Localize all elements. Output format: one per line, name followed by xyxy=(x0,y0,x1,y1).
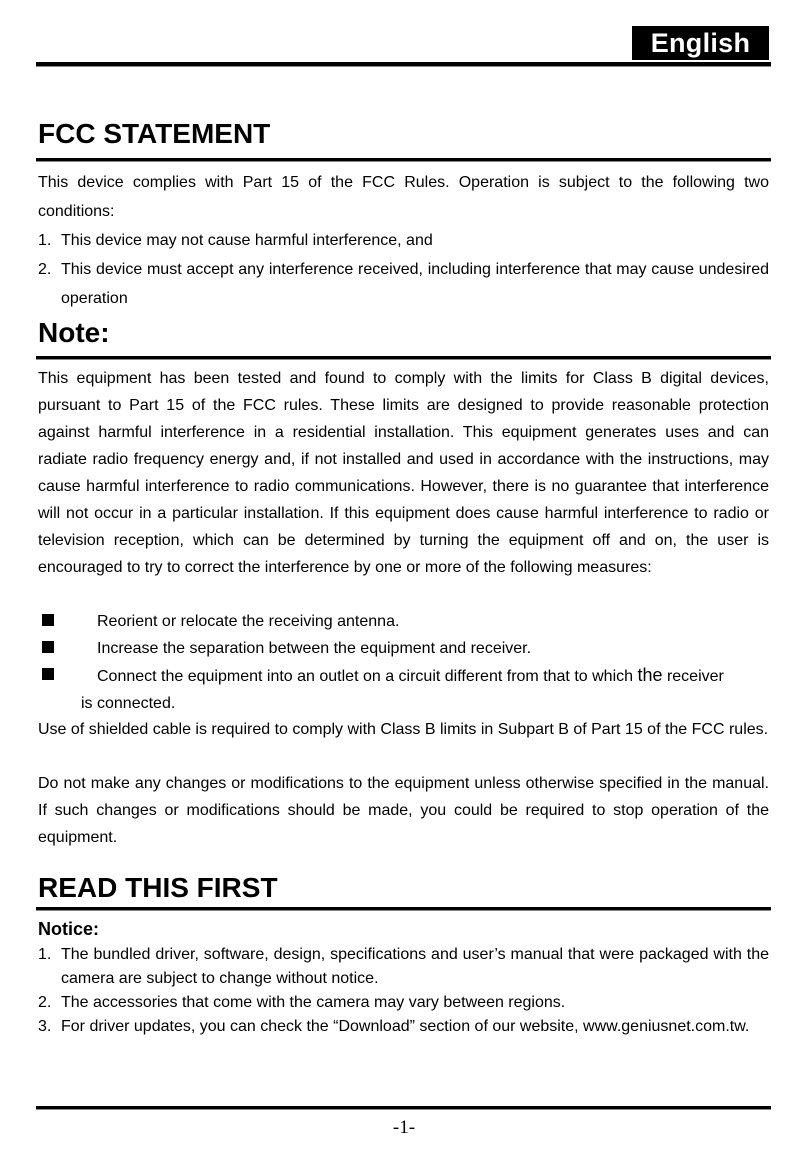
list-item xyxy=(38,991,769,1015)
square-bullet-icon xyxy=(42,668,54,680)
list-item xyxy=(38,255,769,313)
list-text: The bundled driver, software, design, specifications and user’s manual that were packaged with the camera are subject to change without notice. xyxy=(61,946,769,987)
note-heading-rule xyxy=(36,356,771,360)
measure-text-part: Connect the equipment into an outlet on a circuit different from that to which xyxy=(97,668,638,685)
header-divider xyxy=(36,62,771,67)
list-item xyxy=(38,635,769,662)
list-text: This device must accept any interference received, including interference that may cause undesired operation xyxy=(61,261,769,307)
list-item xyxy=(38,1015,769,1039)
list-item xyxy=(38,608,769,635)
list-item xyxy=(38,226,769,255)
list-item xyxy=(38,943,769,991)
list-text: The accessories that come with the camera may vary between regions. xyxy=(61,994,566,1011)
language-badge: English xyxy=(632,26,769,60)
fcc-intro: This device complies with Part 15 of the FCC Rules. Operation is subject to the following two conditions: xyxy=(38,174,769,220)
read-first-heading-rule xyxy=(36,907,771,911)
shielded-cable-note: Use of shielded cable is required to comply with Class B limits in Subpart B of Part 15 of the FCC rules. xyxy=(38,721,769,738)
list-number: 1. xyxy=(38,232,52,249)
fcc-statement-heading: FCC STATEMENT xyxy=(38,118,271,149)
list-number: 1. xyxy=(38,946,52,963)
measure-text-part: receiver xyxy=(662,668,724,685)
measure-text xyxy=(97,662,769,690)
list-number: 3. xyxy=(38,1018,52,1035)
measure-text-emphasis: the xyxy=(637,665,663,685)
list-text: For driver updates, you can check the “Download” section of our website, www.geniusnet.com.tw. xyxy=(61,1018,750,1035)
fcc-conditions-list xyxy=(38,226,769,313)
notice-label: Notice: xyxy=(38,919,100,939)
measures-list xyxy=(38,608,769,717)
footer-divider xyxy=(36,1106,771,1110)
list-number: 2. xyxy=(38,261,52,278)
note-body: This equipment has been tested and found to comply with the limits for Class B digital devices, pursuant to Part 15 of the FCC rules. These limits are designed to provide reasonable protection against harmful interference in a residential installation. This equipment generates uses and can radiate radio frequency energy and, if not installed and used in accordance with the instructions, may cause harmful interference to radio communications. However, there is no guarantee that interference will not occur in a particular installation. If this equipment does cause harmful interference to radio or television reception, which can be determined by turning the equipment off and on, the user is encouraged to try to correct the interference by one or more of the following measures: xyxy=(38,370,769,576)
measure-text-continued: is connected. xyxy=(81,695,176,712)
modifications-note: Do not make any changes or modifications to the equipment unless otherwise specified in the manual. If such changes or modifications should be made, you could be required to stop operation of the equipment. xyxy=(38,775,769,846)
list-text: This device may not cause harmful interference, and xyxy=(61,232,433,249)
square-bullet-icon xyxy=(42,641,54,653)
list-item xyxy=(38,662,769,717)
list-number: 2. xyxy=(38,994,52,1011)
note-heading: Note: xyxy=(38,317,110,348)
fcc-heading-rule xyxy=(36,158,771,162)
measure-text: Increase the separation between the equipment and receiver. xyxy=(97,640,532,657)
page-number: -1- xyxy=(392,1117,416,1138)
measure-text: Reorient or relocate the receiving antenna. xyxy=(97,613,400,630)
notice-list xyxy=(38,943,769,1039)
read-this-first-heading: READ THIS FIRST xyxy=(38,872,278,903)
square-bullet-icon xyxy=(42,614,54,626)
